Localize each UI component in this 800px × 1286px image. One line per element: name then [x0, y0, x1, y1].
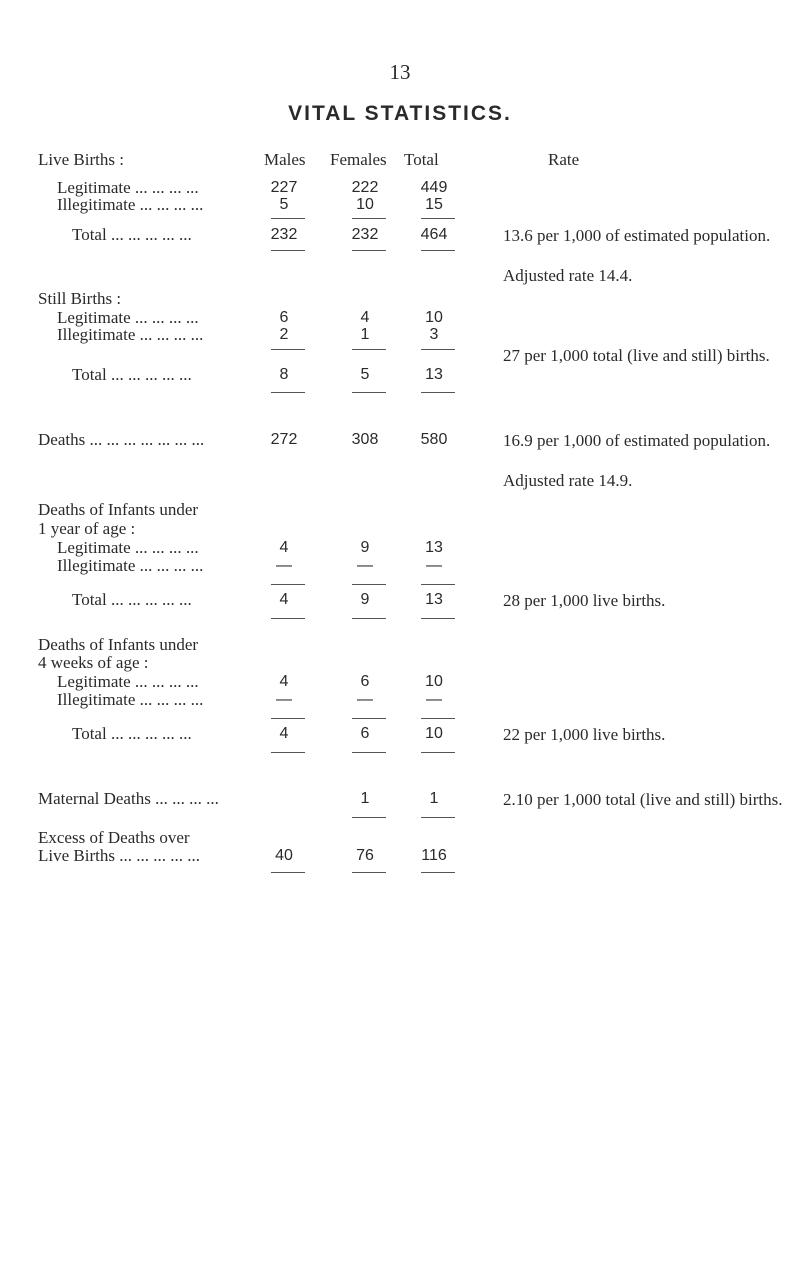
cell-total: 580: [420, 431, 448, 448]
rate-note: 22 per 1,000 live births.: [503, 725, 666, 744]
cell-males: —: [276, 691, 292, 708]
column-header-total: Total: [404, 150, 439, 169]
cell-total: —: [426, 691, 442, 708]
page-number: 13: [389, 60, 411, 84]
row-label-legitimate: Legitimate ... ... ... ...: [57, 672, 199, 691]
cell-females: 1: [360, 790, 370, 807]
rule: [352, 392, 386, 393]
cell-females: 76: [356, 847, 374, 864]
cell-total: 464: [420, 226, 448, 243]
rate-note: 28 per 1,000 live births.: [503, 591, 666, 610]
rule: [421, 752, 455, 753]
cell-males: 5: [279, 196, 289, 213]
rule: [421, 349, 455, 350]
row-label-legitimate: Legitimate ... ... ... ...: [57, 178, 199, 197]
column-header-males: Males: [264, 150, 306, 169]
column-header-females: Females: [330, 150, 387, 169]
row-label-total: Total ... ... ... ... ...: [72, 590, 192, 609]
rule: [352, 584, 386, 585]
cell-females: 308: [351, 431, 379, 448]
rule: [352, 718, 386, 719]
cell-males: 4: [279, 591, 289, 608]
live-births-heading: Live Births :: [38, 150, 124, 169]
page-title: VITAL STATISTICS.: [288, 102, 512, 125]
row-label-illegitimate: Illegitimate ... ... ... ...: [57, 556, 204, 575]
column-header-rate: Rate: [548, 150, 580, 169]
cell-males: 40: [275, 847, 293, 864]
cell-males: 4: [279, 725, 289, 742]
rule: [421, 218, 455, 219]
cell-females: 222: [351, 179, 379, 196]
cell-females: —: [357, 691, 373, 708]
rule: [271, 218, 305, 219]
row-label-total: Total ... ... ... ... ...: [72, 724, 192, 743]
section-heading: 4 weeks of age :: [38, 653, 149, 672]
rule: [421, 618, 455, 619]
cell-males: 6: [279, 309, 289, 326]
rule: [271, 250, 305, 251]
section-heading: Deaths of Infants under: [38, 635, 199, 654]
cell-total: 13: [425, 539, 443, 556]
rule: [271, 392, 305, 393]
cell-males: 272: [270, 431, 298, 448]
cell-females: 5: [360, 366, 370, 383]
cell-total: 13: [425, 366, 443, 383]
rate-note: 16.9 per 1,000 of estimated population.: [503, 431, 771, 450]
section-heading: Deaths of Infants under: [38, 500, 199, 519]
rule: [352, 349, 386, 350]
cell-total: 10: [425, 309, 443, 326]
rule: [271, 584, 305, 585]
rule: [352, 218, 386, 219]
rate-note: 2.10 per 1,000 total (live and still) births.: [503, 790, 783, 809]
cell-females: 6: [360, 725, 370, 742]
cell-total: 13: [425, 591, 443, 608]
rule: [421, 817, 455, 818]
cell-males: 8: [279, 366, 289, 383]
cell-males: 2: [279, 326, 289, 343]
rule: [352, 618, 386, 619]
rule: [271, 872, 305, 873]
rule: [271, 618, 305, 619]
cell-males: 232: [270, 226, 298, 243]
cell-total: 116: [421, 847, 447, 864]
row-label-illegitimate: Illegitimate ... ... ... ...: [57, 325, 204, 344]
cell-total: 10: [425, 673, 443, 690]
cell-total: 15: [425, 196, 443, 213]
rule: [352, 752, 386, 753]
rate-note: Adjusted rate 14.4.: [503, 266, 633, 285]
row-label-total: Total ... ... ... ... ...: [72, 225, 192, 244]
cell-females: 9: [360, 539, 370, 556]
cell-females: 6: [360, 673, 370, 690]
cell-total: 449: [420, 179, 448, 196]
cell-females: 9: [360, 591, 370, 608]
cell-females: 10: [356, 196, 374, 213]
row-label-excess: Live Births ... ... ... ... ...: [38, 846, 200, 865]
row-label-excess: Excess of Deaths over: [38, 828, 190, 847]
rule: [271, 349, 305, 350]
cell-total: 1: [429, 790, 439, 807]
cell-females: 232: [351, 226, 379, 243]
cell-females: 1: [360, 326, 370, 343]
cell-males: 4: [279, 539, 289, 556]
rate-note: 27 per 1,000 total (live and still) births.: [503, 346, 770, 365]
rate-note: 13.6 per 1,000 of estimated population.: [503, 226, 771, 245]
rule: [352, 872, 386, 873]
rule: [352, 817, 386, 818]
cell-males: 227: [270, 179, 298, 196]
section-heading: 1 year of age :: [38, 519, 136, 538]
cell-females: —: [357, 557, 373, 574]
rule: [421, 392, 455, 393]
rule: [352, 250, 386, 251]
cell-total: 10: [425, 725, 443, 742]
rule: [421, 584, 455, 585]
rate-note: Adjusted rate 14.9.: [503, 471, 633, 490]
row-label-illegitimate: Illegitimate ... ... ... ...: [57, 195, 204, 214]
cell-total: 3: [429, 326, 439, 343]
rule: [271, 752, 305, 753]
rule: [421, 718, 455, 719]
row-label-maternal-deaths: Maternal Deaths ... ... ... ...: [38, 789, 219, 808]
row-label-legitimate: Legitimate ... ... ... ...: [57, 308, 199, 327]
still-births-heading: Still Births :: [38, 289, 122, 308]
rule: [421, 872, 455, 873]
row-label-deaths: Deaths ... ... ... ... ... ... ...: [38, 430, 205, 449]
rule: [421, 250, 455, 251]
cell-males: —: [276, 557, 292, 574]
row-label-legitimate: Legitimate ... ... ... ...: [57, 538, 199, 557]
cell-males: 4: [279, 673, 289, 690]
cell-total: —: [426, 557, 442, 574]
cell-females: 4: [360, 309, 370, 326]
row-label-total: Total ... ... ... ... ...: [72, 365, 192, 384]
rule: [271, 718, 305, 719]
row-label-illegitimate: Illegitimate ... ... ... ...: [57, 690, 204, 709]
